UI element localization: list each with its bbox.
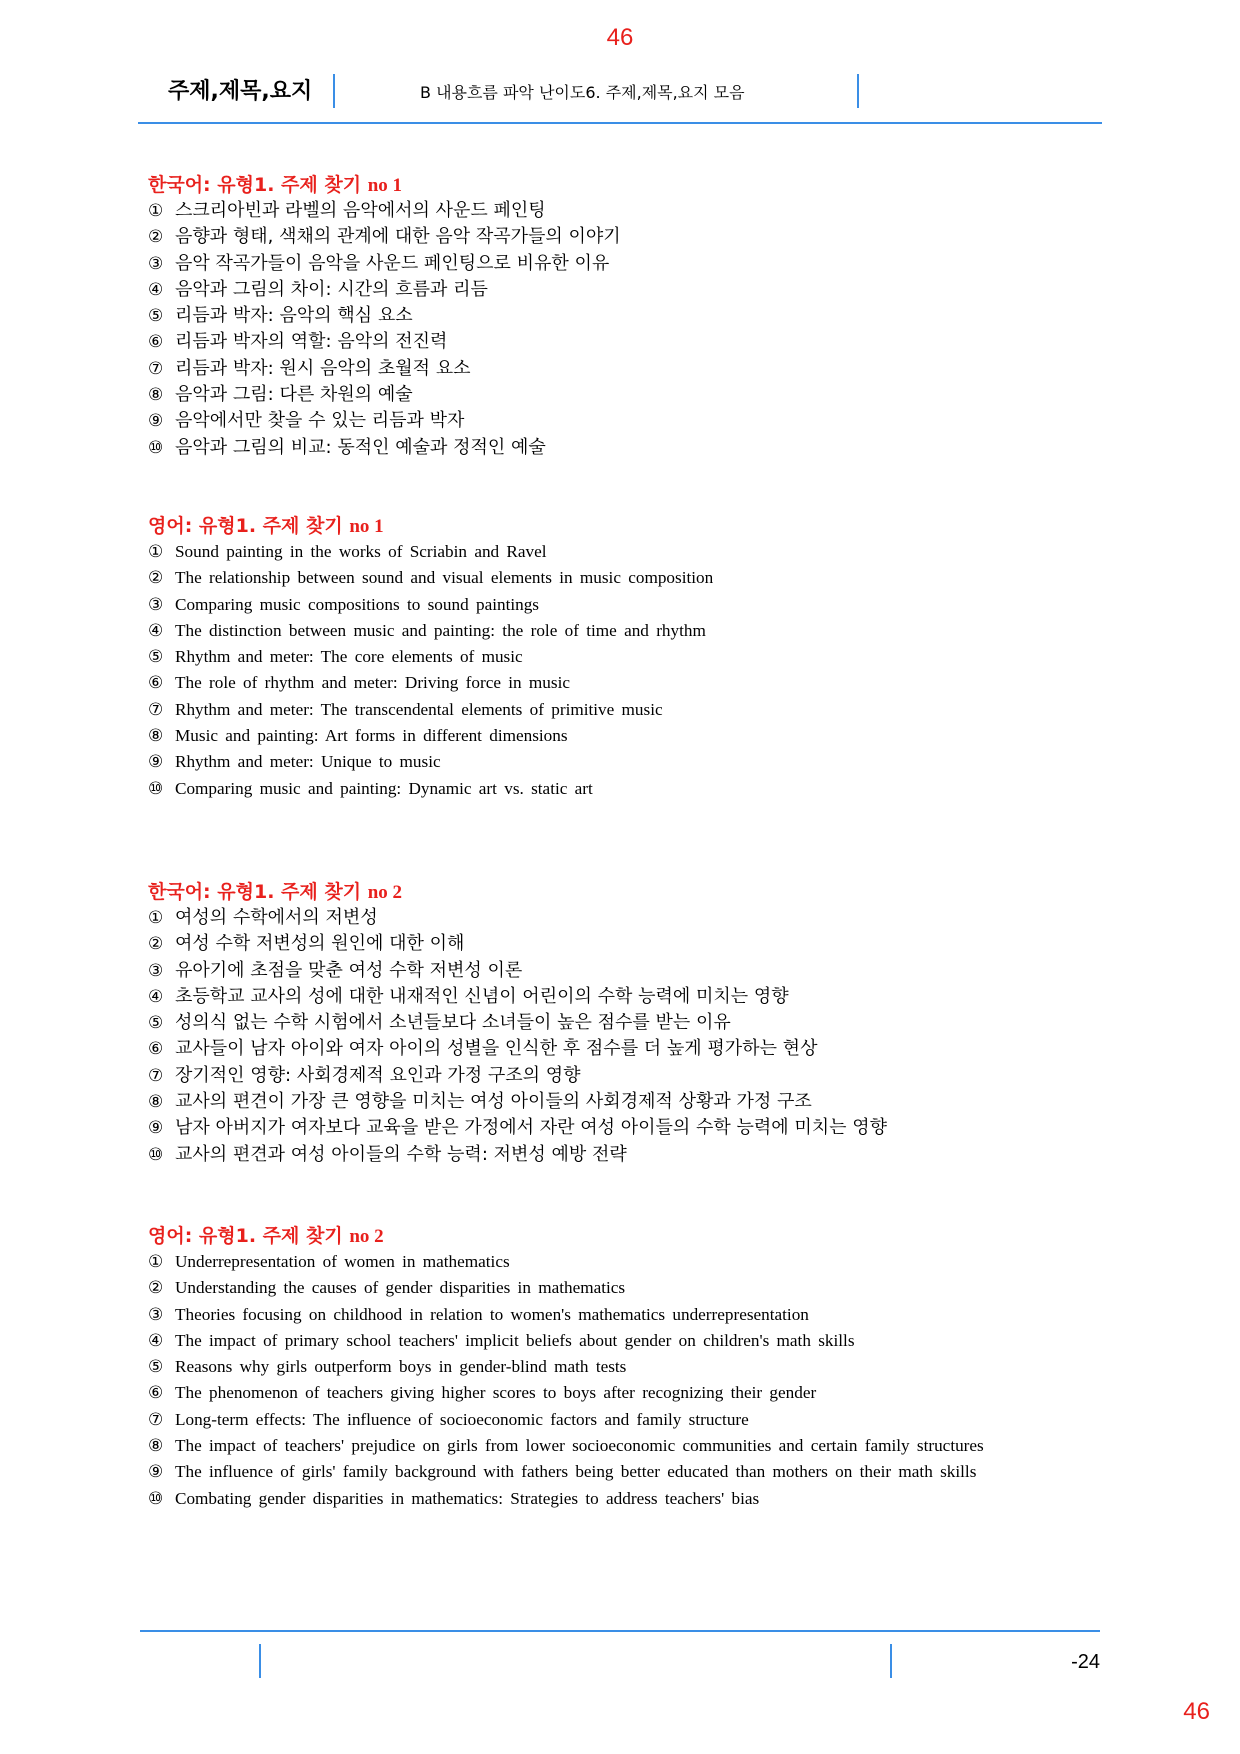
choice-item: ① Sound painting in the works of Scriabin and Ravel [148, 542, 547, 562]
section-english-no1 [148, 513, 713, 802]
choice-item: ④ 음악과 그림의 차이: 시간의 흐름과 리듬 [148, 278, 488, 300]
choice-item: ⑧ Music and painting: Art forms in different dimensions [148, 726, 568, 747]
header-subtitle: B 내용흐름 파악 난이도6. 주제,제목,요지 모음 [420, 83, 745, 102]
choice-item: ⑤ Reasons why girls outperform boys in gender-blind math tests [148, 1357, 627, 1378]
header-divider-right [857, 74, 859, 108]
choice-item: ② Understanding the causes of gender disparities in mathematics [148, 1278, 626, 1299]
choice-item: ④ The impact of primary school teachers' implicit beliefs about gender on children's math skills [148, 1330, 855, 1351]
header-title: 주제,제목,요지 [168, 79, 313, 104]
page-number-top: 46 [606, 24, 634, 51]
choice-item: ⑥ The phenomenon of teachers giving higher scores to boys after recognizing their gender [148, 1383, 817, 1404]
choice-item: ② The relationship between sound and visual elements in music composition [148, 568, 714, 589]
choice-item: ⑩ Combating gender disparities in mathematics: Strategies to address teachers' bias [148, 1488, 760, 1509]
section-title: 한국어: 유형1. 주제 찾기 no 2 [148, 881, 403, 903]
section-title: 영어: 유형1. 주제 찾기 no 1 [148, 515, 384, 537]
choice-item: ③ 음악 작곡가들이 음악을 사운드 페인팅으로 비유한 이유 [148, 252, 610, 274]
footer-page-label: -24 [1071, 1651, 1100, 1673]
choice-item: ③ Theories focusing on childhood in relation to women's mathematics underrepresentation [148, 1304, 809, 1325]
choice-item: ② 여성 수학 저변성의 원인에 대한 이해 [148, 933, 465, 955]
choice-list [148, 905, 887, 1168]
choice-item: ⑨ The influence of girls' family background with fathers being better educated than mothers on their math skills [148, 1462, 977, 1483]
header-divider-left [333, 74, 335, 108]
footer-divider-right [890, 1644, 892, 1678]
choice-item: ③ 유아기에 초점을 맞춘 여성 수학 저변성 이론 [148, 959, 523, 981]
section-title: 영어: 유형1. 주제 찾기 no 2 [148, 1225, 384, 1247]
header-rule [138, 122, 1102, 124]
choice-item: ⑥ The role of rhythm and meter: Driving force in music [148, 673, 570, 694]
section-english-no2 [148, 1223, 984, 1512]
choice-item: ⑤ Rhythm and meter: The core elements of music [148, 647, 523, 668]
choice-list [148, 539, 713, 802]
choice-item: ⑤ 리듬과 박자: 음악의 핵심 요소 [148, 305, 413, 327]
choice-item: ① 스크리아빈과 라벨의 음악에서의 사운드 페인팅 [148, 200, 546, 221]
choice-item: ⑦ Long-term effects: The influence of socioeconomic factors and family structure [148, 1409, 749, 1430]
choice-item: ④ The distinction between music and painting: the role of time and rhythm [148, 620, 706, 641]
footer-rule [140, 1630, 1100, 1632]
choice-item: ⑩ 교사의 편견과 여성 아이들의 수학 능력: 저변성 예방 전략 [148, 1143, 627, 1165]
section-title: 한국어: 유형1. 주제 찾기 no 1 [148, 174, 403, 196]
choice-item: ⑧ 교사의 편견이 가장 큰 영향을 미치는 여성 아이들의 사회경제적 상황과 가정 구조 [148, 1091, 812, 1113]
choice-item: ⑦ 장기적인 영향: 사회경제적 요인과 가정 구조의 영향 [148, 1064, 581, 1086]
choice-item: ⑥ 교사들이 남자 아이와 여자 아이의 성별을 인식한 후 점수를 더 높게 평가하는 현상 [148, 1038, 818, 1060]
section-korean-no2 [148, 879, 887, 1168]
choice-item: ⑤ 성의식 없는 수학 시험에서 소년들보다 소녀들이 높은 점수를 받는 이유 [148, 1012, 731, 1034]
choice-item: ⑩ Comparing music and painting: Dynamic art vs. static art [148, 778, 593, 799]
footer-divider-left [259, 1644, 261, 1678]
choice-item: ⑧ The impact of teachers' prejudice on girls from lower socioeconomic communities and certain family structures [148, 1436, 984, 1457]
choice-item: ① Underrepresentation of women in mathematics [148, 1252, 510, 1272]
choice-item: ⑦ Rhythm and meter: The transcendental elements of primitive music [148, 699, 663, 720]
choice-item: ⑥ 리듬과 박자의 역할: 음악의 전진력 [148, 331, 448, 353]
choice-item: ④ 초등학교 교사의 성에 대한 내재적인 신념이 어린이의 수학 능력에 미치는 영향 [148, 985, 789, 1007]
choice-item: ① 여성의 수학에서의 저변성 [148, 907, 378, 928]
choice-item: ⑧ 음악과 그림: 다른 차원의 예술 [148, 384, 413, 406]
choice-item: ⑦ 리듬과 박자: 원시 음악의 초월적 요소 [148, 357, 471, 379]
choice-item: ② 음향과 형태, 색채의 관계에 대한 음악 작곡가들의 이야기 [148, 226, 621, 248]
choice-item: ⑨ 음악에서만 찾을 수 있는 리듬과 박자 [148, 410, 465, 432]
choice-item: ③ Comparing music compositions to sound paintings [148, 594, 539, 615]
choice-item: ⑩ 음악과 그림의 비교: 동적인 예술과 정적인 예술 [148, 436, 546, 458]
choice-item: ⑨ Rhythm and meter: Unique to music [148, 752, 441, 773]
choice-list [148, 198, 621, 461]
page-number-bottom: 46 [1183, 1698, 1210, 1725]
choice-list [148, 1249, 984, 1512]
section-korean-no1 [148, 172, 621, 461]
choice-item: ⑨ 남자 아버지가 여자보다 교육을 받은 가정에서 자란 여성 아이들의 수학 능력에 미치는 영향 [148, 1117, 888, 1139]
